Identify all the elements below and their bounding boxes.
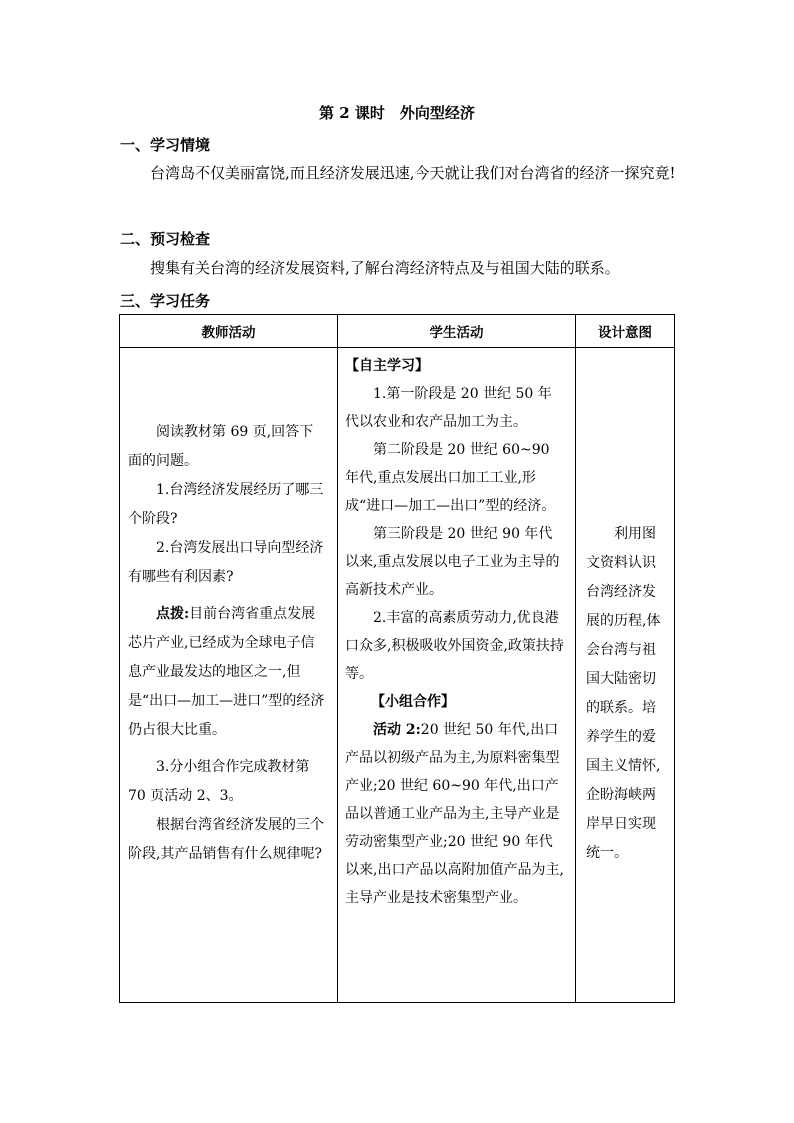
tip-label: 点拨: [156,606,190,622]
student-answer-3: 第三阶段是 20 世纪 90 年代以来,重点发展以电子工业为主导的高新技术产业。 [345,526,560,598]
design-intent-text: 利用图文资料认识台湾经济发展的历程,体会台湾与祖国大陆密切的联系。培养学生的爱国主义情怀,企盼海峡两岸早日实现统一。 [586,526,661,861]
teacher-paragraph: 根据台湾省经济发展的三个阶段,其产品销售有什么规律呢? [128,817,324,862]
teacher-question-1: 1.台湾经济发展经历了哪三个阶段? [128,482,324,527]
section-heading-tasks: 三、学习任务 [120,292,211,310]
lesson-plan-table [119,314,675,1003]
section-text-preview: 搜集有关台湾的经济发展资料,了解台湾经济特点及与祖国大陆的联系。 [150,259,620,277]
design-intent-cell [576,348,675,1003]
student-answer-5: 活动 2:20 世纪 50 年代,出口产品以初级产品为主,为原料密集型产业;20 世纪 60~90 年代,出口产品以普通工业产品为主,主导产业是劳动密集型产业;20 世纪 90 年代以来,出口产品以高附加值产品为主,主导产业是技术密集型产业。 [345,722,564,906]
teacher-activity-cell [120,348,338,1003]
group-work-tag: 【小组合作】 [371,694,455,710]
student-answer-4: 2.丰富的高素质劳动力,优良港口众多,积极吸收外国资金,政策扶持等。 [345,610,564,682]
table-row [120,348,675,1003]
page-title: 第 2 课时 外向型经济 [319,104,475,122]
header-student-activity: 学生活动 [338,315,576,348]
student-answer-2: 第二阶段是 20 世纪 60~90 年代,重点发展出口加工工业,形成“进口—加工—出口”型的经济。 [345,442,556,514]
student-activity-cell [338,348,576,1003]
teacher-question-3: 3.分小组合作完成教材第 70 页活动 2、3。 [128,759,310,804]
activity-label: 活动 2: [373,722,421,738]
teacher-question-2: 2.台湾发展出口导向型经济有哪些有利因素? [128,540,324,585]
section-heading-preview: 二、预习检查 [120,230,211,248]
teacher-tip: 点拨:目前台湾省重点发展芯片产业,已经成为全球电子信息产业最发达的地区之一,但是“出口—加工—进口”型的经济仍占很大比重。 [128,606,325,738]
section-text-situation: 台湾岛不仅美丽富饶,而且经济发展迅速,今天就让我们对台湾省的经济一探究竟! [150,164,676,182]
section-heading-situation: 一、学习情境 [120,136,211,154]
teacher-paragraph: 阅读教材第 69 页,回答下面的问题。 [128,424,314,469]
table-header-row [120,315,675,348]
self-study-tag: 【自主学习】 [345,358,429,374]
header-design-intent: 设计意图 [576,315,675,348]
student-answer-1: 1.第一阶段是 20 世纪 50 年代以农业和农产品加工为主。 [345,386,552,430]
header-teacher-activity: 教师活动 [120,315,338,348]
